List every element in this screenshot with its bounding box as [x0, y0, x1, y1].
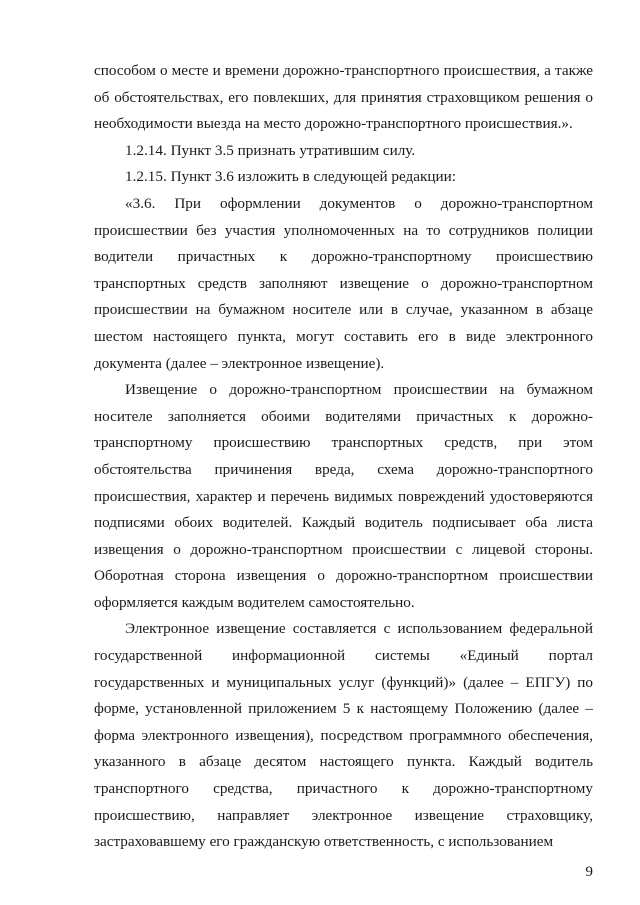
paragraph-1-2-15: 1.2.15. Пункт 3.6 изложить в следующей редакции: [125, 168, 456, 186]
document-body [94, 58, 593, 856]
paragraph-electronic-notice: Электронное извещение составляется с использованием федеральной государственной информационной системы «Единый портал государственных и муниципальных услуг (функций)» (далее – ЕПГУ) по форме, установленной приложением 5 к настоящему Положению (далее – форма электронного извещения), посредством программного обеспечения, указанного в абзаце десятом настоящего пункта. Каждый водитель транспортного средства, причастного к дорожно-транспортному происшествию, направляет электронное извещение страховщику, застраховавшему его гражданскую ответственность, с использованием [94, 620, 593, 851]
paragraph-3-6: «3.6. При оформлении документов о дорожно-транспортном происшествии без участия уполномоченных на то сотрудников полиции водители причастных к дорожно-транспортному происшествию транспортных средств заполняют извещение о дорожно-транспортном происшествии на бумажном носителе или в случае, указанном в абзаце шестом настоящего пункта, могут составить его в виде электронного документа (далее – электронное извещение). [94, 194, 593, 372]
page-number: 9 [585, 863, 593, 880]
paragraph-paper-notice: Извещение о дорожно-транспортном происшествии на бумажном носителе заполняется обоими водителями причастных к дорожно-транспортному происшествию транспортных средств, при этом обстоятельства причинения вреда, схема дорожно-транспортного происшествия, характер и перечень видимых повреждений удостоверяются подписями обоих водителей. Каждый водитель подписывает оба листа извещения о дорожно-транспортном происшествии с лицевой стороны. Оборотная сторона извещения о дорожно-транспортном происшествии оформляется каждым водителем самостоятельно. [94, 381, 593, 611]
paragraph-1-2-14: 1.2.14. Пункт 3.5 признать утратившим силу. [125, 141, 416, 159]
paragraph-continuation: способом о месте и времени дорожно-транспортного происшествия, а также об обстоятельствах, его повлекших, для принятия страховщиком решения о необходимости выезда на место дорожно-транспортного происшествия.». [94, 62, 593, 133]
